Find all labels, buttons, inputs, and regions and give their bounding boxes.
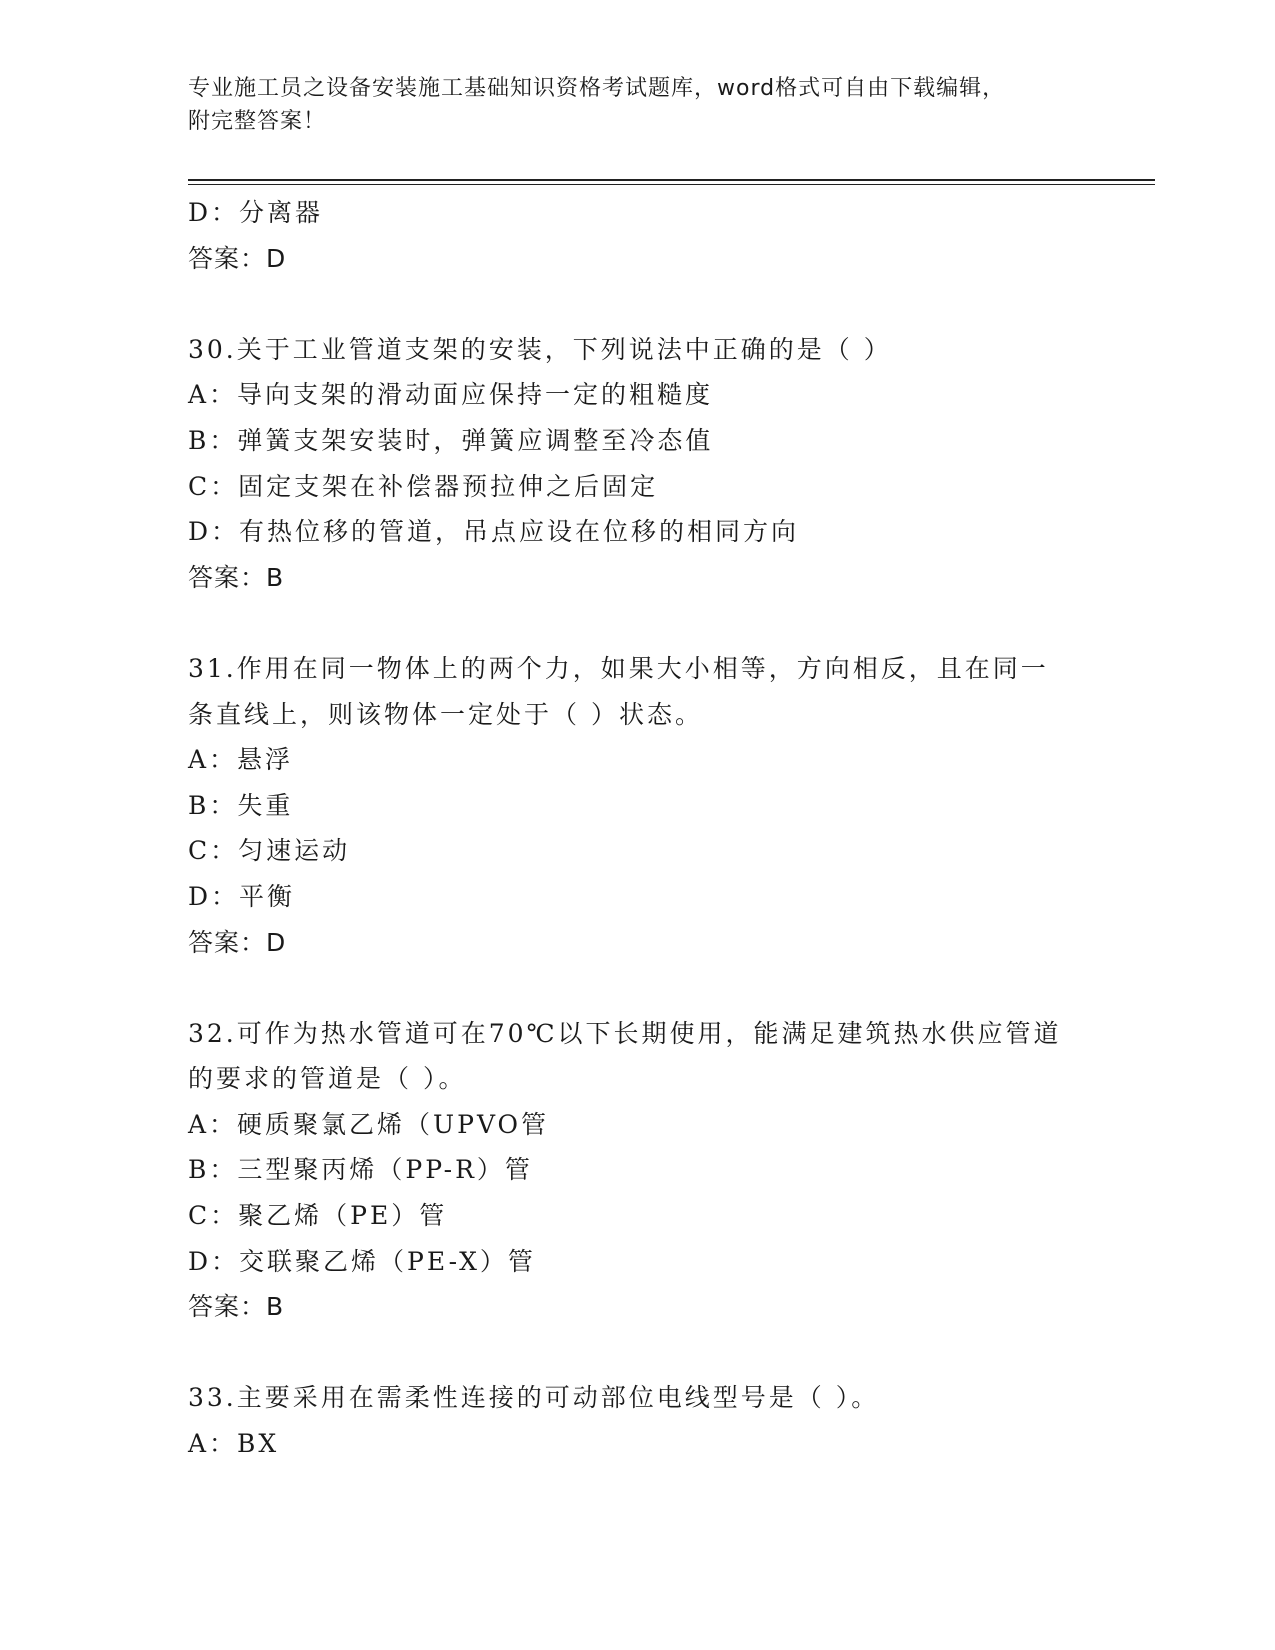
question-31-stem-line-2: 条直线上，则该物体一定处于（ ）状态。 bbox=[188, 699, 703, 729]
header-divider-thick bbox=[188, 179, 1155, 181]
spacer bbox=[188, 965, 1088, 1011]
question-32-option-c: C：聚乙烯（PE）管 bbox=[188, 1201, 448, 1231]
header-line-1: 专业施工员之设备安装施工基础知识资格考试题库，word格式可自由下载编辑， bbox=[188, 76, 1006, 101]
header-divider-thin bbox=[188, 184, 1155, 185]
question-32-stem-line-2: 的要求的管道是（ ）。 bbox=[188, 1064, 467, 1094]
question-32-option-d: D：交联聚乙烯（PE-X）管 bbox=[188, 1246, 536, 1276]
spacer bbox=[188, 1330, 1088, 1376]
question-30-option-a: A：导向支架的滑动面应保持一定的粗糙度 bbox=[188, 380, 714, 410]
question-32-answer: 答案：B bbox=[188, 1292, 285, 1322]
spacer bbox=[188, 600, 1088, 646]
question-content bbox=[188, 190, 1088, 1467]
question-31-option-a: A：悬浮 bbox=[188, 745, 294, 775]
option-d-prev: D：分离器 bbox=[188, 198, 324, 227]
question-31-option-c: C：匀速运动 bbox=[188, 836, 351, 866]
question-30 bbox=[188, 327, 1088, 601]
question-30-option-c: C：固定支架在补偿器预拉伸之后固定 bbox=[188, 471, 659, 501]
question-31-stem-line-1: 31.作用在同一物体上的两个力，如果大小相等，方向相反，且在同一 bbox=[188, 653, 1049, 683]
question-33 bbox=[188, 1375, 1088, 1466]
question-31 bbox=[188, 646, 1088, 965]
question-32-option-b: B：三型聚丙烯（PP-R）管 bbox=[188, 1155, 533, 1185]
question-32-option-a: A：硬质聚氯乙烯（UPVO管 bbox=[188, 1109, 550, 1139]
question-31-option-d: D：平衡 bbox=[188, 881, 296, 911]
question-30-option-d: D：有热位移的管道，吊点应设在位移的相同方向 bbox=[188, 517, 800, 547]
question-30-stem: 30.关于工业管道支架的安装，下列说法中正确的是（ ） bbox=[188, 334, 892, 364]
question-30-answer: 答案：B bbox=[188, 562, 285, 592]
spacer bbox=[188, 281, 1088, 327]
question-32 bbox=[188, 1011, 1088, 1330]
header-line-2: 附完整答案！ bbox=[188, 109, 327, 134]
question-30-option-b: B：弹簧支架安装时，弹簧应调整至冷态值 bbox=[188, 425, 714, 455]
page-header bbox=[188, 72, 1088, 138]
question-31-answer: 答案：D bbox=[188, 927, 287, 957]
answer-prev: 答案：D bbox=[188, 243, 287, 273]
question-32-stem-line-1: 32.可作为热水管道可在70℃以下长期使用，能满足建筑热水供应管道 bbox=[188, 1018, 1062, 1048]
question-31-option-b: B：失重 bbox=[188, 790, 294, 820]
question-33-stem: 33.主要采用在需柔性连接的可动部位电线型号是（ ）。 bbox=[188, 1383, 880, 1413]
question-33-option-a: A：BX bbox=[188, 1429, 280, 1459]
